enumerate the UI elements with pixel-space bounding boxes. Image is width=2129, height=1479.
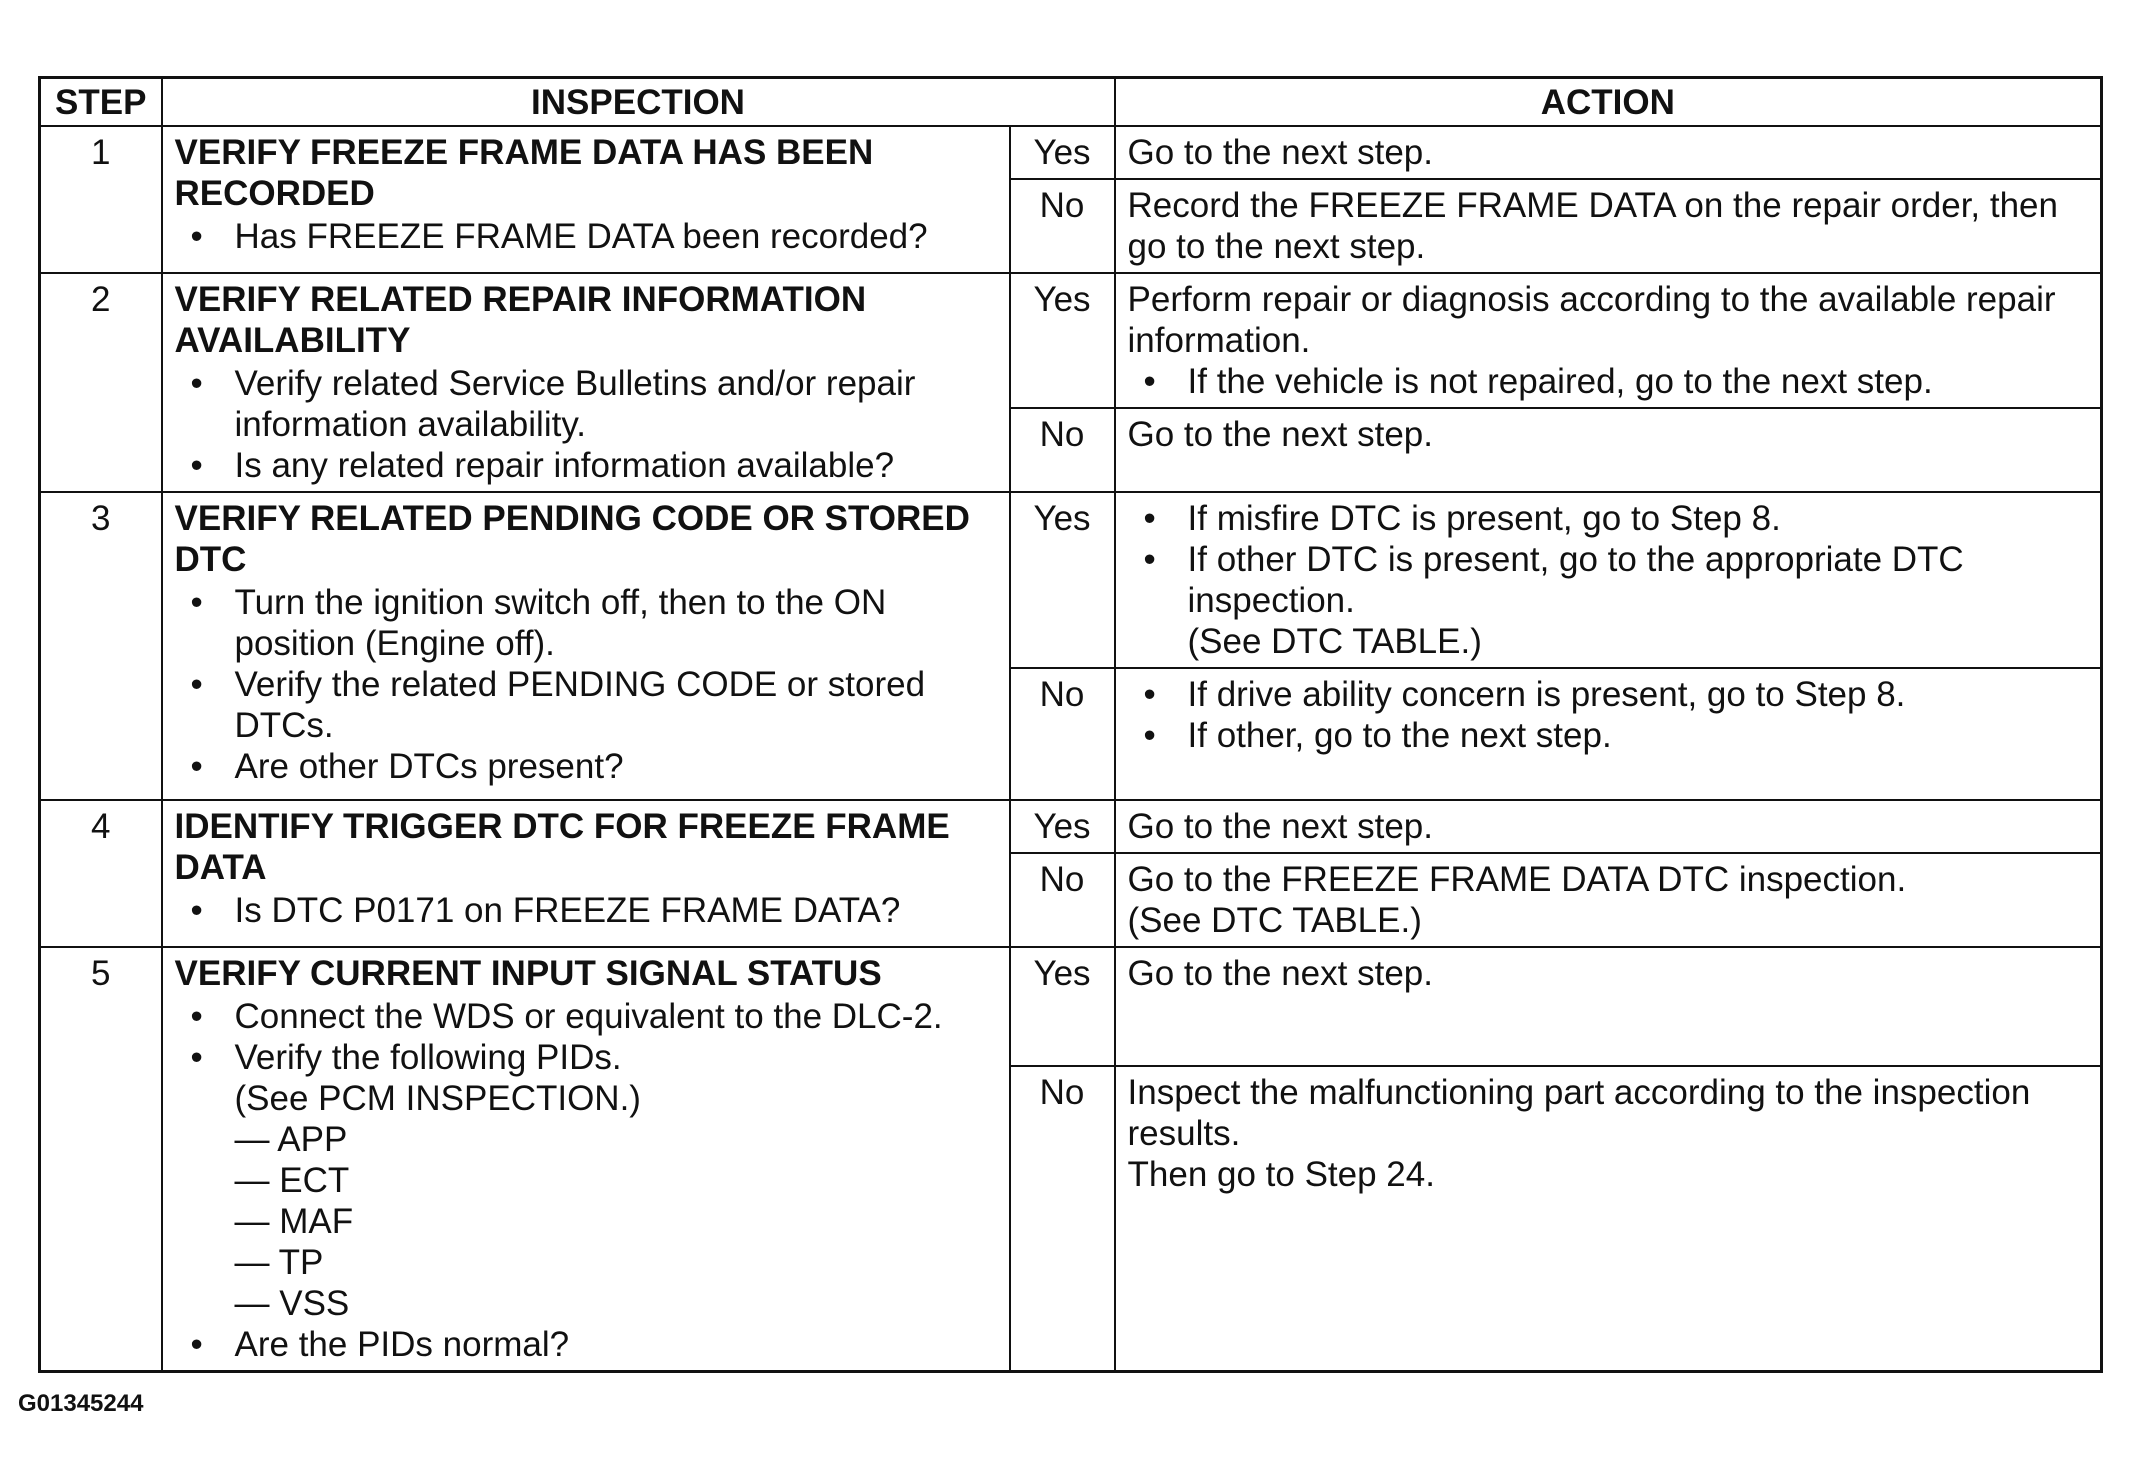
step-5-no-action: Inspect the malfunctioning part according to the inspection results. — [1127, 1073, 2031, 1154]
step-4-no-label: No — [1010, 853, 1115, 947]
step-5-bullet-connect: • Connect the WDS or equivalent to the DLC-2. — [175, 996, 999, 1037]
step-5-bullet-normal: • Are the PIDs normal? — [175, 1324, 999, 1365]
step-3-number: 3 — [40, 492, 162, 800]
header-inspection: INSPECTION — [162, 78, 1115, 127]
step-1-yes-row — [40, 126, 2102, 179]
step-5-number: 5 — [40, 947, 162, 1372]
step-3-title: VERIFY RELATED PENDING CODE OR STORED DTC — [174, 499, 970, 579]
step-5-no-action-2: Then go to Step 24. — [1127, 1155, 1435, 1195]
step-2-no-label: No — [1010, 408, 1115, 492]
step-2-yes-bullet-1: • If the vehicle is not repaired, go to the next step. — [1128, 361, 2091, 402]
header-step: STEP — [40, 78, 162, 127]
step-3-inspection — [162, 492, 1010, 800]
step-5-no-cell — [1115, 1066, 2102, 1371]
step-5-yes-row — [40, 947, 2102, 1066]
step-5-inspection — [162, 947, 1010, 1372]
step-4-no-note: (See DTC TABLE.) — [1127, 901, 1422, 940]
pid-app: — APP — [234, 1120, 348, 1159]
step-4-yes-label: Yes — [1010, 800, 1115, 853]
pid-maf: — MAF — [234, 1202, 354, 1241]
step-1-no-action: Record the FREEZE FRAME DATA on the repair order, then go to the next step. — [1115, 179, 2102, 273]
step-1-bullet-1: • Has FREEZE FRAME DATA been recorded? — [175, 216, 999, 257]
step-2-no-action: Go to the next step. — [1115, 408, 2102, 492]
step-4-bullets — [175, 890, 999, 931]
step-2-yes-bullets — [1128, 361, 2091, 402]
step-4-no-cell — [1115, 853, 2102, 947]
step-3-yes-note: (See DTC TABLE.) — [1187, 622, 1482, 661]
step-3-no-cell — [1115, 668, 2102, 800]
step-2-yes-row — [40, 273, 2102, 408]
step-2-yes-action: Perform repair or diagnosis according to the available repair information. — [1127, 280, 2056, 360]
step-3-no-bullets — [1128, 674, 2091, 756]
step-5-bullets — [175, 996, 999, 1365]
step-2-yes-label: Yes — [1010, 273, 1115, 408]
pid-ect: — ECT — [234, 1161, 350, 1200]
step-2-number: 2 — [40, 273, 162, 492]
step-1-number: 1 — [40, 126, 162, 273]
step-3-yes-row — [40, 492, 2102, 668]
step-3-yes-bullets — [1128, 498, 2091, 662]
step-3-yes-label: Yes — [1010, 492, 1115, 668]
step-3-bullet-1: • Turn the ignition switch off, then to the ON position (Engine off). — [175, 582, 999, 664]
step-1-no-label: No — [1010, 179, 1115, 273]
step-3-no-bullet-1: • If drive ability concern is present, go to Step 8. — [1128, 674, 2091, 715]
step-3-yes-bullet-2-text: If other DTC is present, go to the appropriate DTC inspection. — [1187, 540, 1964, 620]
step-3-yes-bullet-1: • If misfire DTC is present, go to Step 8. — [1128, 498, 2091, 539]
diagnostic-table — [38, 76, 2103, 1373]
step-3-yes-bullet-2 — [1128, 539, 2091, 662]
header-action: ACTION — [1115, 78, 2102, 127]
step-5-no-label: No — [1010, 1066, 1115, 1371]
step-5-verify-note: (See PCM INSPECTION.) — [234, 1079, 641, 1118]
step-2-bullet-1: • Verify related Service Bulletins and/or repair information availability. — [175, 363, 999, 445]
figure-id: G01345244 — [18, 1390, 144, 1417]
step-4-title: IDENTIFY TRIGGER DTC FOR FREEZE FRAME DATA — [174, 807, 950, 887]
step-4-inspection — [162, 800, 1010, 947]
step-3-bullet-2: • Verify the related PENDING CODE or stored DTCs. — [175, 664, 999, 746]
step-1-title: VERIFY FREEZE FRAME DATA HAS BEEN RECORDED — [174, 133, 874, 213]
step-5-yes-action: Go to the next step. — [1115, 947, 2102, 1066]
step-1-yes-action: Go to the next step. — [1115, 126, 2102, 179]
step-3-no-bullet-2: • If other, go to the next step. — [1128, 715, 2091, 756]
step-4-number: 4 — [40, 800, 162, 947]
pid-vss: — VSS — [234, 1284, 350, 1323]
header-row — [40, 78, 2102, 127]
step-4-yes-action: Go to the next step. — [1115, 800, 2102, 853]
step-1-inspection — [162, 126, 1010, 273]
step-3-bullets — [175, 582, 999, 787]
step-1-yes-label: Yes — [1010, 126, 1115, 179]
step-3-yes-cell — [1115, 492, 2102, 668]
step-3-no-label: No — [1010, 668, 1115, 800]
step-2-bullet-2: • Is any related repair information available? — [175, 445, 999, 486]
step-4-bullet-1: • Is DTC P0171 on FREEZE FRAME DATA? — [175, 890, 999, 931]
step-4-no-action: Go to the FREEZE FRAME DATA DTC inspection. — [1127, 860, 1907, 899]
step-5-bullet-verify — [175, 1037, 999, 1324]
step-2-inspection — [162, 273, 1010, 492]
step-5-title: VERIFY CURRENT INPUT SIGNAL STATUS — [174, 954, 882, 993]
step-3-bullet-3: • Are other DTCs present? — [175, 746, 999, 787]
step-1-bullets — [175, 216, 999, 257]
step-2-yes-cell — [1115, 273, 2102, 408]
step-2-bullets — [175, 363, 999, 486]
step-5-bullet-verify-text: Verify the following PIDs. — [234, 1038, 622, 1077]
step-2-title: VERIFY RELATED REPAIR INFORMATION AVAILABILITY — [174, 280, 867, 360]
step-5-yes-label: Yes — [1010, 947, 1115, 1066]
pid-tp: — TP — [234, 1243, 324, 1282]
step-4-yes-row — [40, 800, 2102, 853]
